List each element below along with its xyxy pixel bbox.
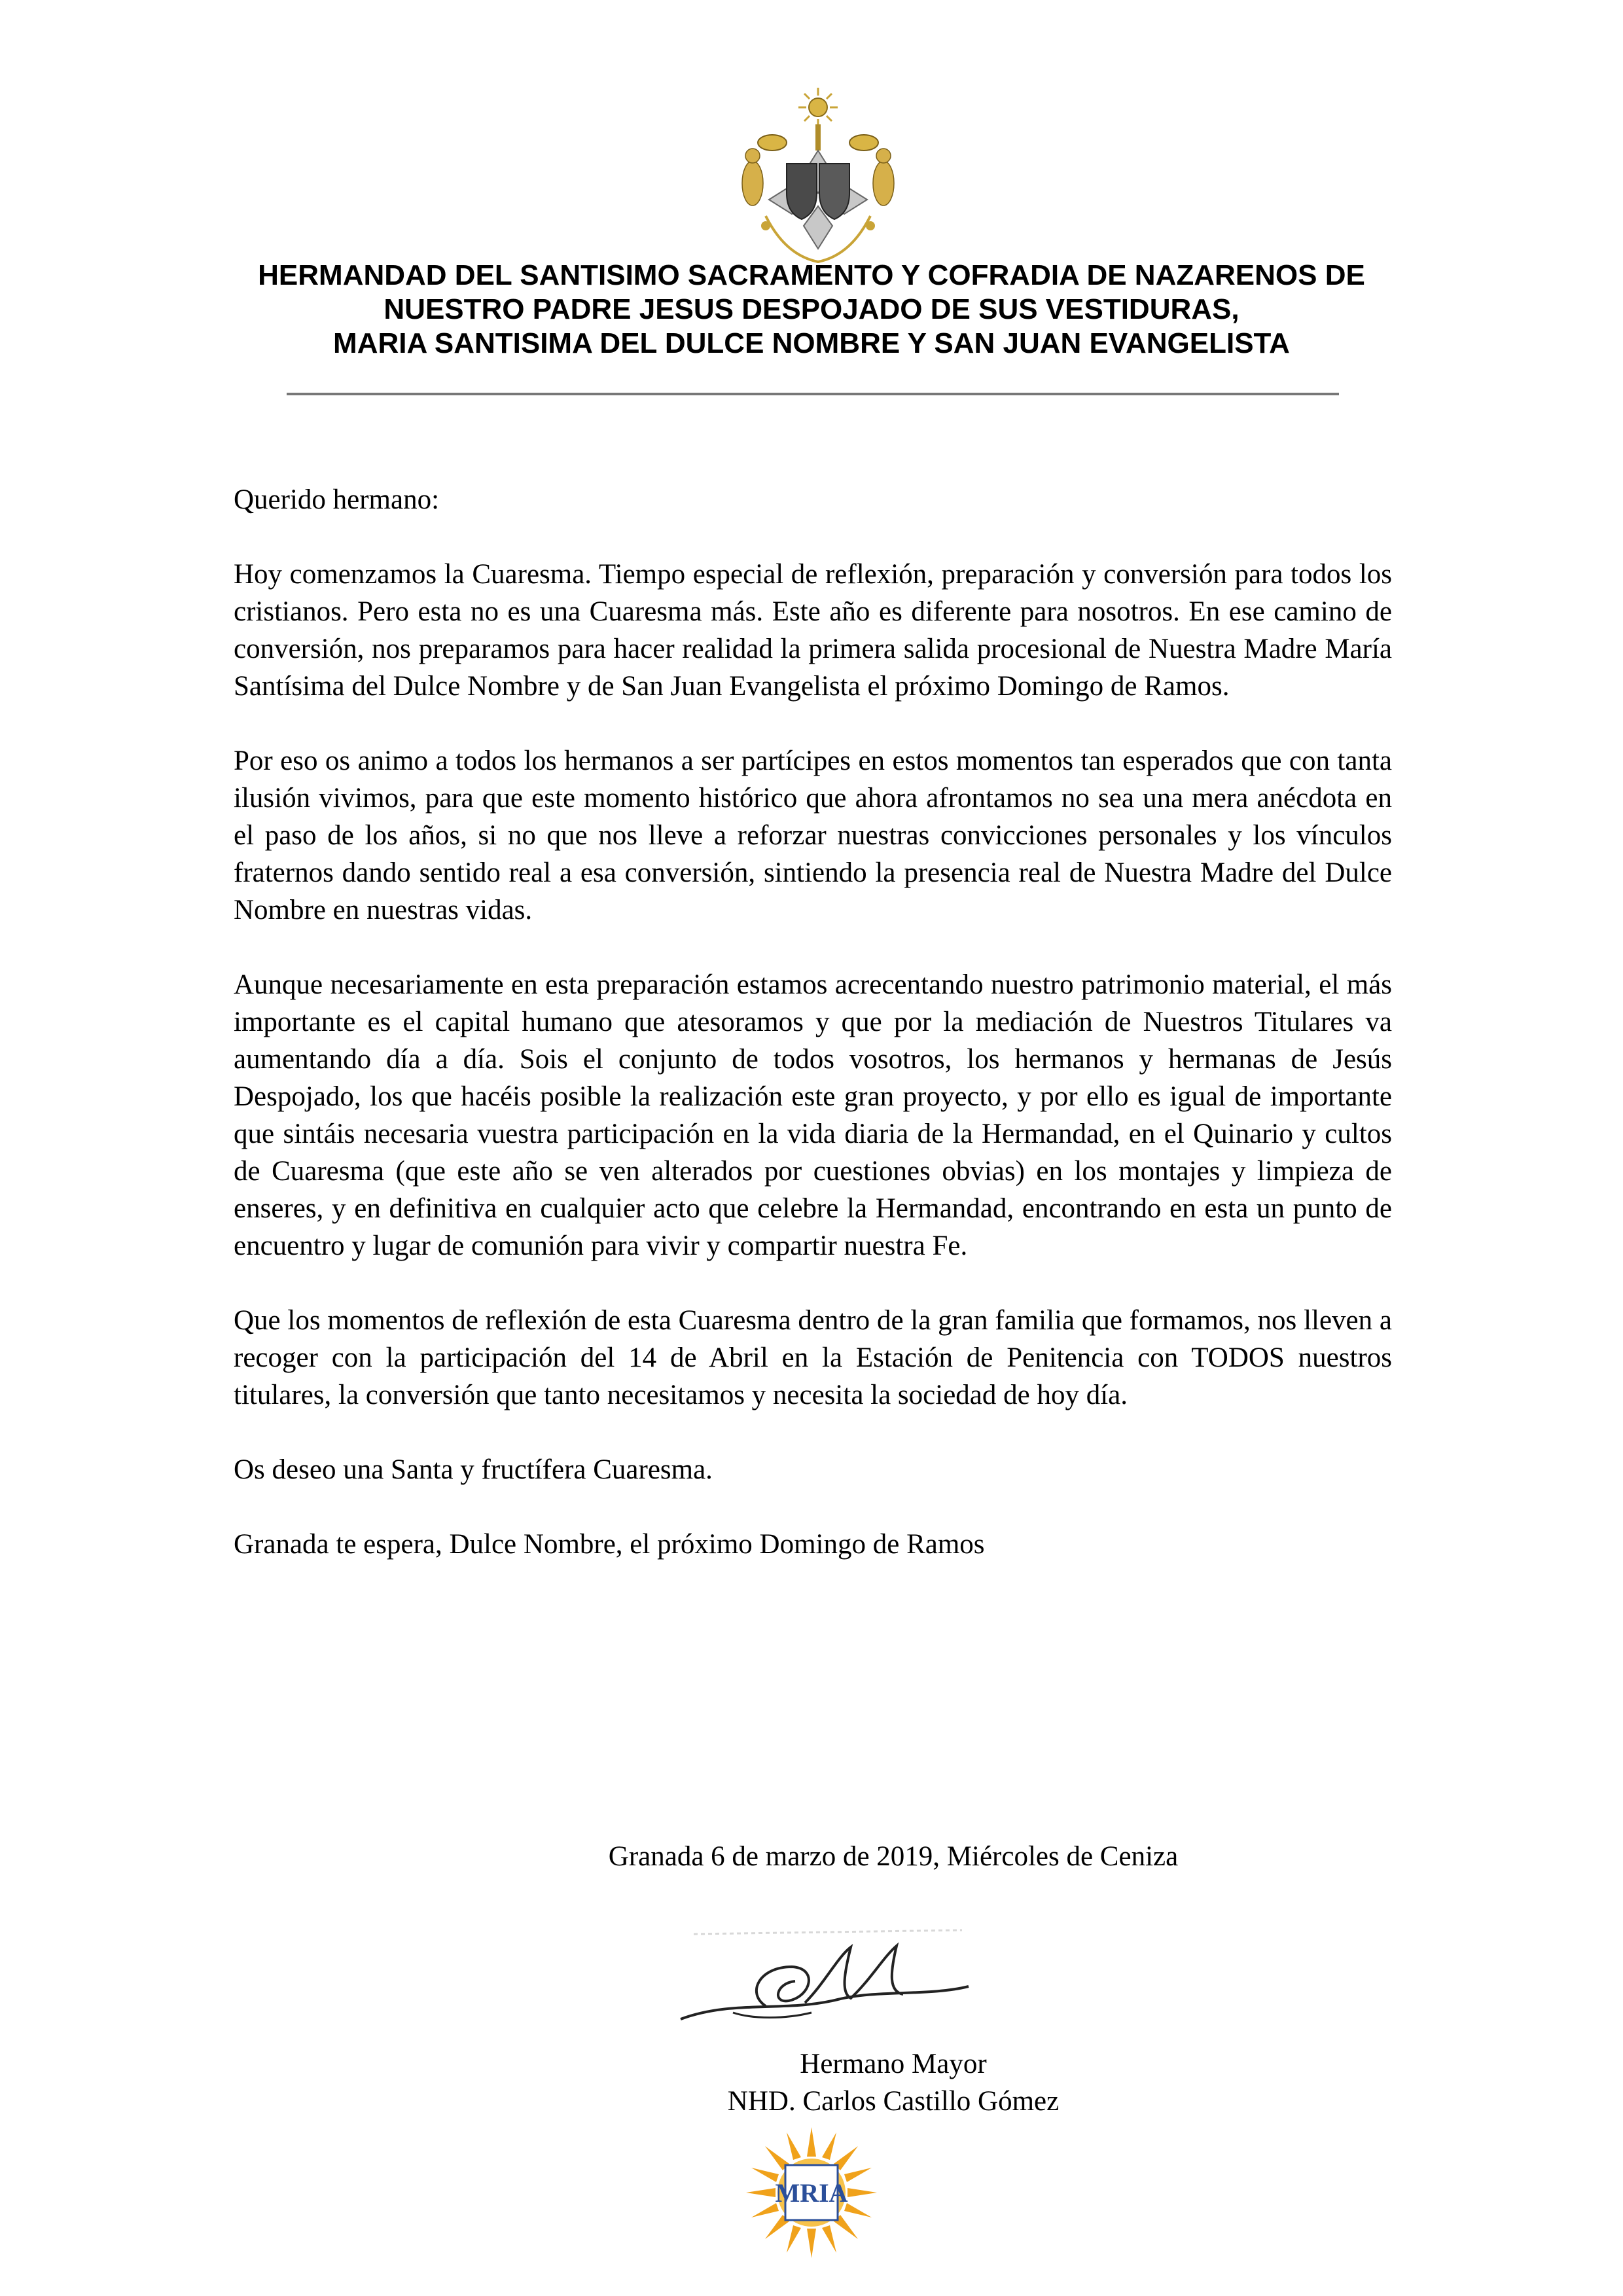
brotherhood-crest-logo	[726, 85, 910, 275]
date-line: Granada 6 de marzo de 2019, Miércoles de Ceniza	[608, 1841, 1179, 1872]
paragraph-3: Aunque necesariamente en esta preparación estamos acrecentando nuestro patrimonio material, el más importante es el capital humano que atesoramos y que por la mediación de Nuestros Titulares va aumentando día a día. Sois el conjunto de todos vosotros, los hermanos y hermanas de Jesús Despojado, los que hacéis posible la realización este gran proyecto, y por ello es igual de importante que sintáis necesaria vuestra participación en la vida diaria de la Hermandad, en el Quinario y cultos de Cuaresma (que este año se ven alterados por cuestiones obvias) en los montajes y limpieza de enseres, y en definitiva en cualquier acto que celebre la Hermandad, encontrando en esta un punto de encuentro y lugar de comunión para vivir y compartir nuestra Fe.	[234, 969, 1392, 1261]
paragraph-1: Hoy comenzamos la Cuaresma. Tiempo especial de reflexión, preparación y conversión para todos los cristianos. Pero esta no es una Cuaresma más. Este año es diferente para nosotros. En ese camino de conversión, nos preparamos para hacer realidad la primera salida procesional de Nuestra Madre María Santísima del Dulce Nombre y de San Juan Evangelista el próximo Domingo de Ramos.	[234, 559, 1392, 702]
greeting: Querido hermano:	[234, 484, 440, 515]
header-line-2: NUESTRO PADRE JESUS DESPOJADO DE SUS VESTIDURAS,	[383, 293, 1240, 325]
handwritten-signature	[654, 1921, 995, 2045]
lent-wish: Os deseo una Santa y fructífera Cuaresma.	[234, 1454, 713, 1485]
header-line-1: HERMANDAD DEL SANTISIMO SACRAMENTO Y COFRADIA DE NAZARENOS DE	[258, 259, 1365, 291]
signer-name: NHD. Carlos Castillo Gómez	[727, 2086, 1060, 2117]
header-line-3: MARIA SANTISIMA DEL DULCE NOMBRE Y SAN JUAN EVANGELISTA	[333, 327, 1290, 359]
paragraph-4: Que los momentos de reflexión de esta Cuaresma dentro de la gran familia que formamos, nos lleven a recoger con la participación del 14 de Abril en la Estación de Penitencia con TODOS nuestros titulares, la conversión que tanto necesitamos y necesita la sociedad de hoy día.	[234, 1305, 1392, 1410]
emblem-monogram: MRIA	[775, 2178, 848, 2208]
header-divider	[287, 393, 1339, 395]
brotherhood-header	[196, 259, 1427, 361]
paragraph-2: Por eso os animo a todos los hermanos a ser partícipes en estos momentos tan esperados que con tanta ilusión vivimos, para que este momento histórico que ahora afrontamos no sea una mera anécdota en el paso de los años, si no que nos lleve a reforzar nuestras convicciones personales y los vínculos fraternos dando sentido real a esa conversión, sintiendo la presencia real de Nuestra Madre del Dulce Nombre en nuestras vidas.	[234, 745, 1392, 925]
letter-body	[234, 481, 1392, 1600]
farewell-line: Granada te espera, Dulce Nombre, el próximo Domingo de Ramos	[234, 1529, 985, 1560]
signer-title: Hermano Mayor	[800, 2049, 987, 2079]
marian-monogram-emblem	[743, 2124, 880, 2261]
